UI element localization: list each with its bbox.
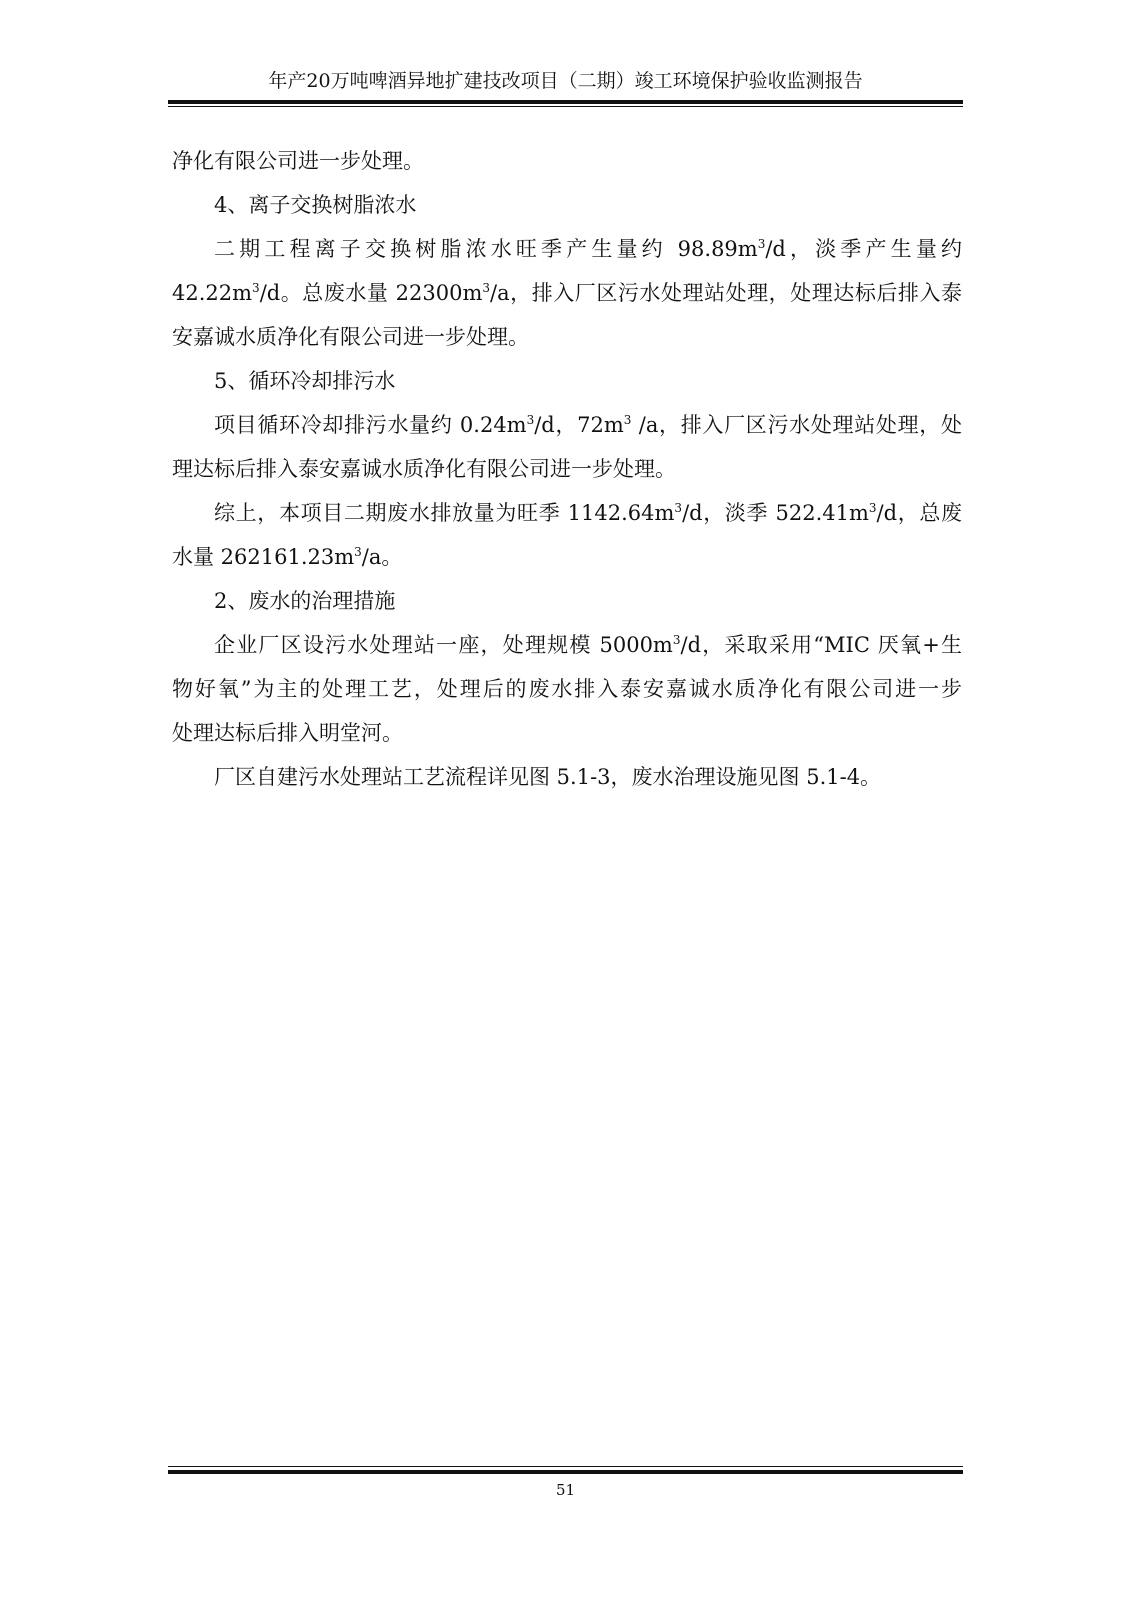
summary-paragraph-line-2 xyxy=(172,535,962,579)
section-heading-cooling-water: 5、循环冷却排污水 xyxy=(214,369,396,393)
treatment-paragraph-line-2: 物好氧”为主的处理工艺，处理后的废水排入泰安嘉诚水质净化有限公司进一步 xyxy=(172,677,962,701)
treatment-paragraph-line-1 xyxy=(172,623,962,667)
text-run: 二期工程离子交换树脂浓水旺季产生量约 98.89m xyxy=(214,237,758,261)
superscript: 3 xyxy=(672,633,681,648)
section-heading-treatment-measures: 2、废水的治理措施 xyxy=(214,589,396,613)
text-run: /d，72m xyxy=(534,413,624,437)
text-run: 综上，本项目二期废水排放量为旺季 1142.64m xyxy=(214,501,675,525)
text-run: /d，采取采用“MIC 厌氧+生 xyxy=(680,633,963,657)
superscript: 3 xyxy=(526,413,535,428)
footer-rule-thick xyxy=(168,1470,963,1474)
footer-rule-thin xyxy=(168,1466,963,1467)
text-run: 42.22m xyxy=(172,281,253,305)
superscript: 3 xyxy=(674,501,683,516)
flow-reference-paragraph: 厂区自建污水处理站工艺流程详见图 5.1-3，废水治理设施见图 5.1-4。 xyxy=(214,765,882,789)
summary-paragraph-line-1 xyxy=(172,491,962,535)
page-number: 51 xyxy=(555,1481,576,1499)
text-run: /a。 xyxy=(361,545,403,569)
header-rule-thin xyxy=(168,106,963,107)
paragraph-continuation: 净化有限公司进一步处理。 xyxy=(172,149,424,173)
treatment-paragraph-line-3: 处理达标后排入明堂河。 xyxy=(172,721,403,745)
superscript: 3 xyxy=(482,281,491,296)
text-run: /d，淡季 522.41m xyxy=(682,501,869,525)
superscript: 3 xyxy=(354,545,362,560)
ion-exchange-paragraph-line-2 xyxy=(172,271,962,315)
text-run: /a，排入厂区污水处理站处理，处理达标后排入泰 xyxy=(490,281,962,305)
text-run: 项目循环冷却排污水量约 0.24m xyxy=(214,413,527,437)
text-run: /d，总废 xyxy=(876,501,962,525)
section-heading-ion-exchange: 4、离子交换树脂浓水 xyxy=(214,193,417,217)
text-run: 水量 262161.23m xyxy=(172,545,355,569)
header-rule-thick xyxy=(168,100,963,104)
text-run: /d。总废水量 22300m xyxy=(259,281,483,305)
superscript: 3 xyxy=(623,413,632,428)
superscript: 3 xyxy=(252,281,260,296)
cooling-water-paragraph-line-1 xyxy=(172,403,962,447)
report-header-title: 年产20万吨啤酒异地扩建技改项目（二期）竣工环境保护验收监测报告 xyxy=(268,70,863,92)
text-run: /a，排入厂区污水处理站处理，处 xyxy=(631,413,962,437)
text-run: 企业厂区设污水处理站一座，处理规模 5000m xyxy=(214,633,673,657)
ion-exchange-paragraph-line-1 xyxy=(172,227,962,271)
text-run: /d，淡季产生量约 xyxy=(765,237,962,261)
document-body xyxy=(172,139,962,799)
superscript: 3 xyxy=(757,237,766,252)
ion-exchange-paragraph-line-3: 安嘉诚水质净化有限公司进一步处理。 xyxy=(172,325,529,349)
cooling-water-paragraph-line-2: 理达标后排入泰安嘉诚水质净化有限公司进一步处理。 xyxy=(172,457,676,481)
superscript: 3 xyxy=(868,501,877,516)
